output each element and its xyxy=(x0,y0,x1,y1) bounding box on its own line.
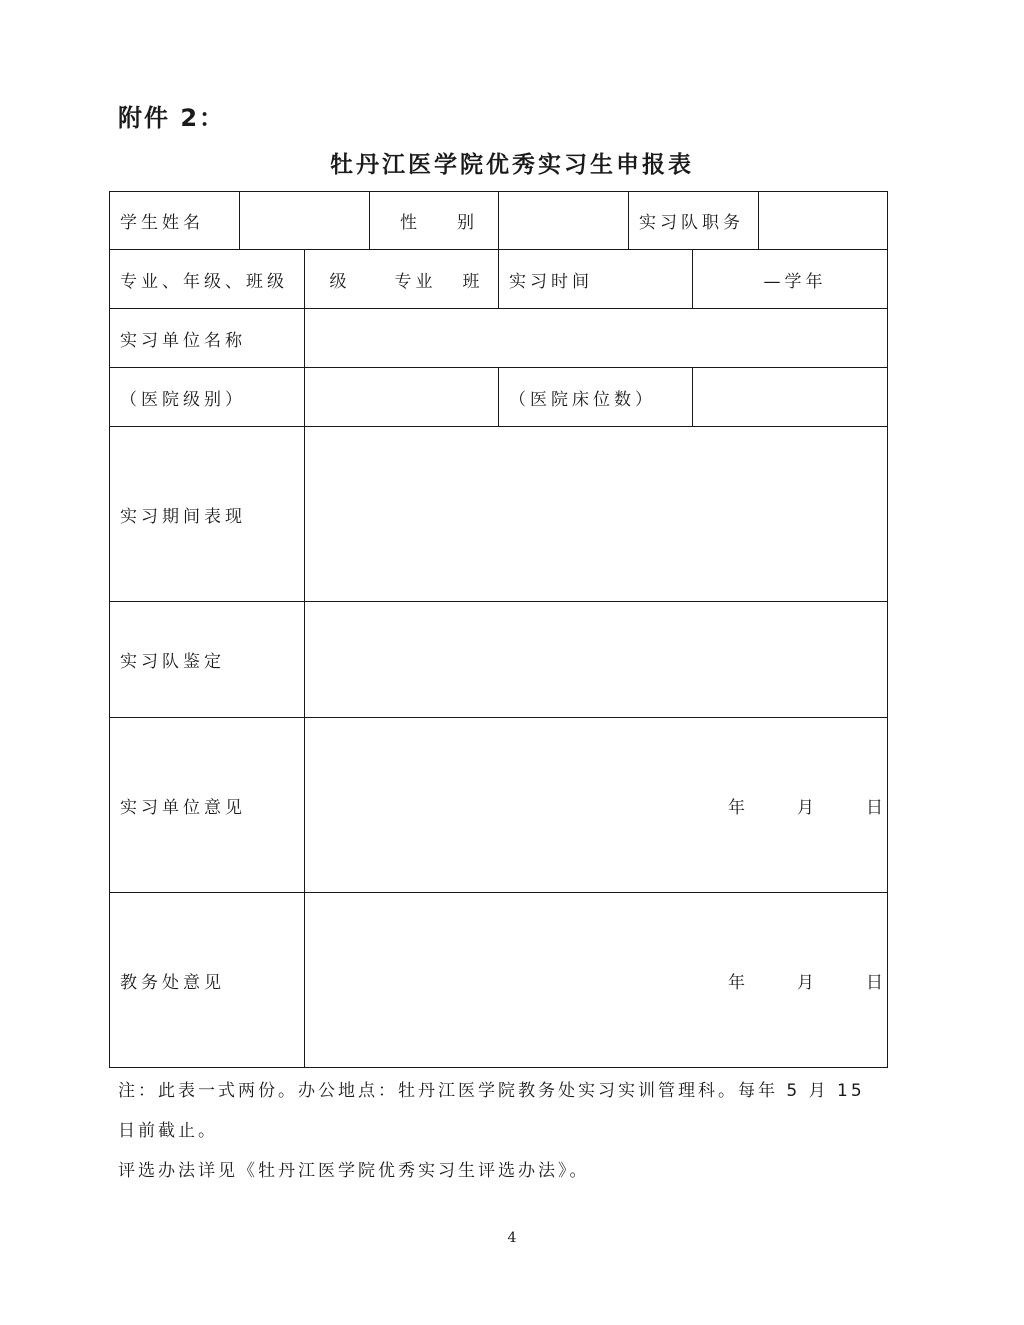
form-row-student-info xyxy=(110,192,888,250)
gender-label xyxy=(370,192,499,250)
student-name-label: 学生姓名 xyxy=(110,192,240,250)
note-line-1: 注：此表一式两份。办公地点：牡丹江医学院教务处实习实训管理科。每年 5 月 15 xyxy=(118,1081,865,1101)
class-suffix: 班 xyxy=(462,271,484,292)
student-name-field[interactable] xyxy=(240,192,370,250)
academic-office-opinion-label: 教务处意见 xyxy=(110,893,305,1068)
form-row-performance xyxy=(110,427,888,602)
team-appraisal-field[interactable] xyxy=(305,602,888,718)
attachment-label: 附件 2： xyxy=(118,104,226,132)
performance-field[interactable] xyxy=(305,427,888,602)
unit-opinion-label: 实习单位意见 xyxy=(110,718,305,893)
unit-opinion-field[interactable] xyxy=(305,718,888,893)
academic-year-field[interactable]: —学年 xyxy=(693,250,888,309)
team-position-field[interactable] xyxy=(759,192,888,250)
form-row-major-time xyxy=(110,250,888,309)
page-number: 4 xyxy=(507,1230,517,1246)
major-grade-class-field[interactable] xyxy=(305,250,499,309)
unit-opinion-date-year: 年 xyxy=(728,797,749,818)
note-line-2: 日前截止。 xyxy=(118,1121,218,1141)
page-title: 牡丹江医学院优秀实习生申报表 xyxy=(330,152,694,178)
performance-label: 实习期间表现 xyxy=(110,427,305,602)
hospital-beds-label: （医院床位数） xyxy=(499,368,693,427)
form-row-office-opinion xyxy=(110,893,888,1068)
unit-name-label: 实习单位名称 xyxy=(110,309,305,368)
academic-office-opinion-field[interactable] xyxy=(305,893,888,1068)
unit-name-field[interactable] xyxy=(305,309,888,368)
form-row-hospital xyxy=(110,368,888,427)
office-opinion-date-day: 日 xyxy=(866,972,887,993)
gender-label-char1: 性 xyxy=(400,213,421,233)
office-opinion-date-year: 年 xyxy=(728,972,749,993)
hospital-level-label: （医院级别） xyxy=(110,368,305,427)
note-line-3: 评选办法详见《牡丹江医学院优秀实习生评选办法》。 xyxy=(118,1161,590,1181)
team-appraisal-label: 实习队鉴定 xyxy=(110,602,305,718)
grade-suffix: 级 xyxy=(329,271,351,292)
gender-field[interactable] xyxy=(499,192,629,250)
internship-time-label: 实习时间 xyxy=(499,250,693,309)
form-row-unit-name xyxy=(110,309,888,368)
major-suffix: 专业 xyxy=(394,271,437,292)
hospital-beds-field[interactable] xyxy=(693,368,888,427)
team-position-label: 实习队职务 xyxy=(629,192,759,250)
office-opinion-date-month: 月 xyxy=(797,972,818,993)
unit-opinion-date-month: 月 xyxy=(797,797,818,818)
hospital-level-field[interactable] xyxy=(305,368,499,427)
unit-opinion-date-day: 日 xyxy=(866,797,887,818)
major-grade-class-label: 专业、年级、班级 xyxy=(110,250,305,309)
application-form-table xyxy=(109,191,888,1068)
form-row-team-appraisal xyxy=(110,602,888,718)
form-row-unit-opinion xyxy=(110,718,888,893)
gender-label-char2: 别 xyxy=(457,213,478,233)
